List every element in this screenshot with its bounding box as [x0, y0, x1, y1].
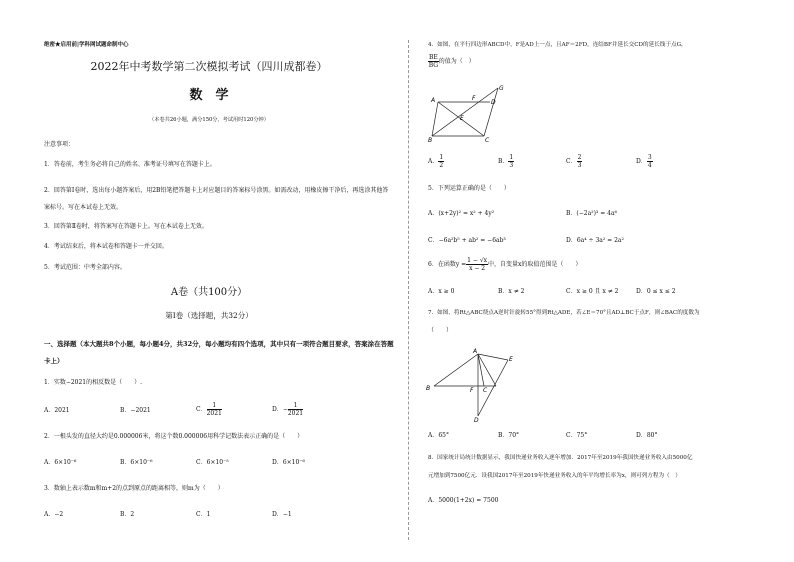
exam-meta: （本卷共26小题，满分150分，考试用时120分钟） [149, 117, 269, 123]
note-item: 5．考试范围：中考全部内容。 [44, 264, 126, 271]
question-stem-tail: $\frac{BE}{BG}$ 的值为（ ） [428, 54, 475, 69]
option-c: C．−6a²b⁵ + ab² = −6ab³ [428, 237, 506, 244]
label-c: C [483, 387, 488, 394]
question-stem-tail: （ ） [428, 327, 453, 334]
fraction: $\frac{2}{3}$ [577, 154, 582, 169]
option-c: C．6×10⁻⁵ [196, 459, 229, 466]
option-d: D．80° [636, 432, 658, 439]
fraction: $\frac{3}{4}$ [647, 154, 652, 169]
label-g: G [499, 85, 504, 92]
label-e: E [460, 115, 464, 122]
option-b: B．70° [498, 432, 520, 439]
question-stem: 3．数轴上表示数m和m+2的点到原点的距离相等，则m为（ ） [44, 485, 224, 492]
label-b: B [426, 385, 431, 392]
label-a: A [473, 348, 478, 355]
parallelogram-figure [428, 82, 508, 144]
label-a: A [431, 97, 436, 104]
option-a: A．5000(1+2x) = 7500 [428, 497, 499, 504]
line-bg [432, 88, 498, 136]
exam-title: 2022年中考数学第二次模拟考试（四川成都卷） [90, 60, 328, 73]
option-a: A．−2 [44, 511, 64, 518]
right-column [412, 0, 794, 562]
option-c: C．x ≥ 0 且 x ≠ 2 [566, 288, 619, 295]
option-d: D． $\frac{3}{4}$ [636, 154, 652, 169]
label-b: B [428, 137, 433, 144]
option-a: A．6×10⁻⁶ [44, 459, 77, 466]
label-c: C [485, 137, 490, 144]
option-a: A． $\frac{1}{2}$ [428, 154, 444, 169]
option-b: B．x ≠ 2 [498, 288, 525, 295]
option-c: C．1 [196, 511, 211, 518]
option-d: D．−1 [272, 511, 292, 518]
label-d: D [491, 99, 496, 106]
question-stem: 2．一根头发的直径大约是0.000006米，将这个数0.000006用科学记数法表示正确的是（ ） [44, 433, 304, 440]
option-b: B．(−2a²)³ = 4a⁶ [566, 210, 617, 217]
ratio-fraction: $\frac{BE}{BG}$ [428, 54, 439, 69]
section-instructions: 一、选择题（本大题共8个小题，每小题4分，共32分，每小题均有四个选项，其中只有一项符合题目要求，答案涂在答题卡上） [44, 340, 394, 365]
side-dc-extended [484, 88, 498, 136]
label-f: F [472, 95, 476, 102]
rotation-figure [426, 346, 526, 422]
option-d: D．6×10⁻⁶ [272, 459, 305, 466]
option-b: B． $\frac{1}{3}$ [498, 154, 514, 169]
option-a: A．x ≥ 0 [428, 288, 455, 295]
note-item: 3．回答第Ⅱ卷时，将答案写在答题卡上。写在本试卷上无效。 [44, 223, 208, 230]
question-stem: 4．如图，在平行四边形ABCD中，F是AD上一点，且AF＝2FD，连结BF并延长交CD的延长线于点G， [428, 42, 687, 48]
question-stem: 5．下列运算正确的是（ ） [428, 185, 510, 192]
side-ae [478, 354, 508, 360]
function-fraction: $\frac{1 - √x}{x - 2}$ [467, 257, 488, 272]
side-ab [432, 102, 438, 136]
fraction: $\frac{1}{2}$ [439, 154, 444, 169]
column-divider [408, 40, 409, 540]
option-d: D．6a⁴ ÷ 3a² = 2a² [566, 237, 624, 244]
note-item: 1．答卷前，考生务必将自己的姓名、准考证号填写在答题卡上。 [44, 161, 216, 168]
part-one-title: 第Ⅰ卷（选择题，共32分） [165, 311, 253, 320]
section-a-title: A卷（共100分） [170, 287, 248, 298]
label-d: D [474, 417, 479, 422]
question-stem: 元增加到7500亿元．设我国2017年至2019年快递业务收入的年平均增长率为x，则可列方程为（ ） [428, 473, 681, 479]
notes-heading: 注意事项： [44, 141, 75, 148]
side-ab [434, 354, 478, 386]
fraction: $\frac{1}{2021}$ [206, 402, 222, 417]
question-stem: 7．如图，将Rt△ABC绕点A逆时针旋转55°得到Rt△ADE，若∠E＝70°且AD⊥BC于点F，则∠BAC的度数为 [428, 310, 700, 316]
fraction: $\frac{1}{2021}$ [287, 402, 304, 417]
question-stem: 6．在函数y = $\frac{1 - √x}{x - 2}$ 中，自变量x的取值范围是（ ） [428, 257, 582, 272]
option-a: A．(x+2y)² = x² + 4y² [428, 210, 495, 217]
option-a: A．2021 [44, 407, 70, 414]
question-stem: 8．国家统计局统计数据显示，我国快递业务收入逐年增加．2017年至2019年我国快递业务收入由5000亿 [428, 455, 693, 461]
label-e: E [509, 356, 513, 363]
option-b: B．2 [120, 511, 135, 518]
note-item: 2．回答第Ⅰ卷时，选出每小题答案后，用2B铅笔把答题卡上对应题目的答案标号涂黑。如需改动，用橡皮擦干净后，再选涂其他答案标号。写在本试卷上无效。 [44, 187, 389, 211]
subject-title: 数 学 [189, 88, 229, 103]
confidential-stamp: 绝密★启用前|学科网试题命制中心 [44, 42, 129, 48]
option-b: B．−2021 [120, 407, 151, 414]
option-c: C．75° [566, 432, 588, 439]
question-stem: 1．实数−2021的相反数是（ ）. [44, 379, 143, 386]
note-item: 4．考试结束后，将本试卷和答题卡一并交回。 [44, 243, 168, 250]
label-f: F [470, 387, 474, 394]
option-d: D．− $\frac{1}{2021}$ [272, 402, 304, 417]
option-b: B．6×10⁻⁶ [120, 459, 153, 466]
fraction: $\frac{1}{3}$ [509, 154, 514, 169]
option-d: D．0 ≤ x ≤ 2 [636, 288, 676, 295]
option-c: C． $\frac{1}{2021}$ [196, 402, 222, 417]
option-a: A．65° [428, 432, 449, 439]
option-c: C． $\frac{2}{3}$ [566, 154, 582, 169]
